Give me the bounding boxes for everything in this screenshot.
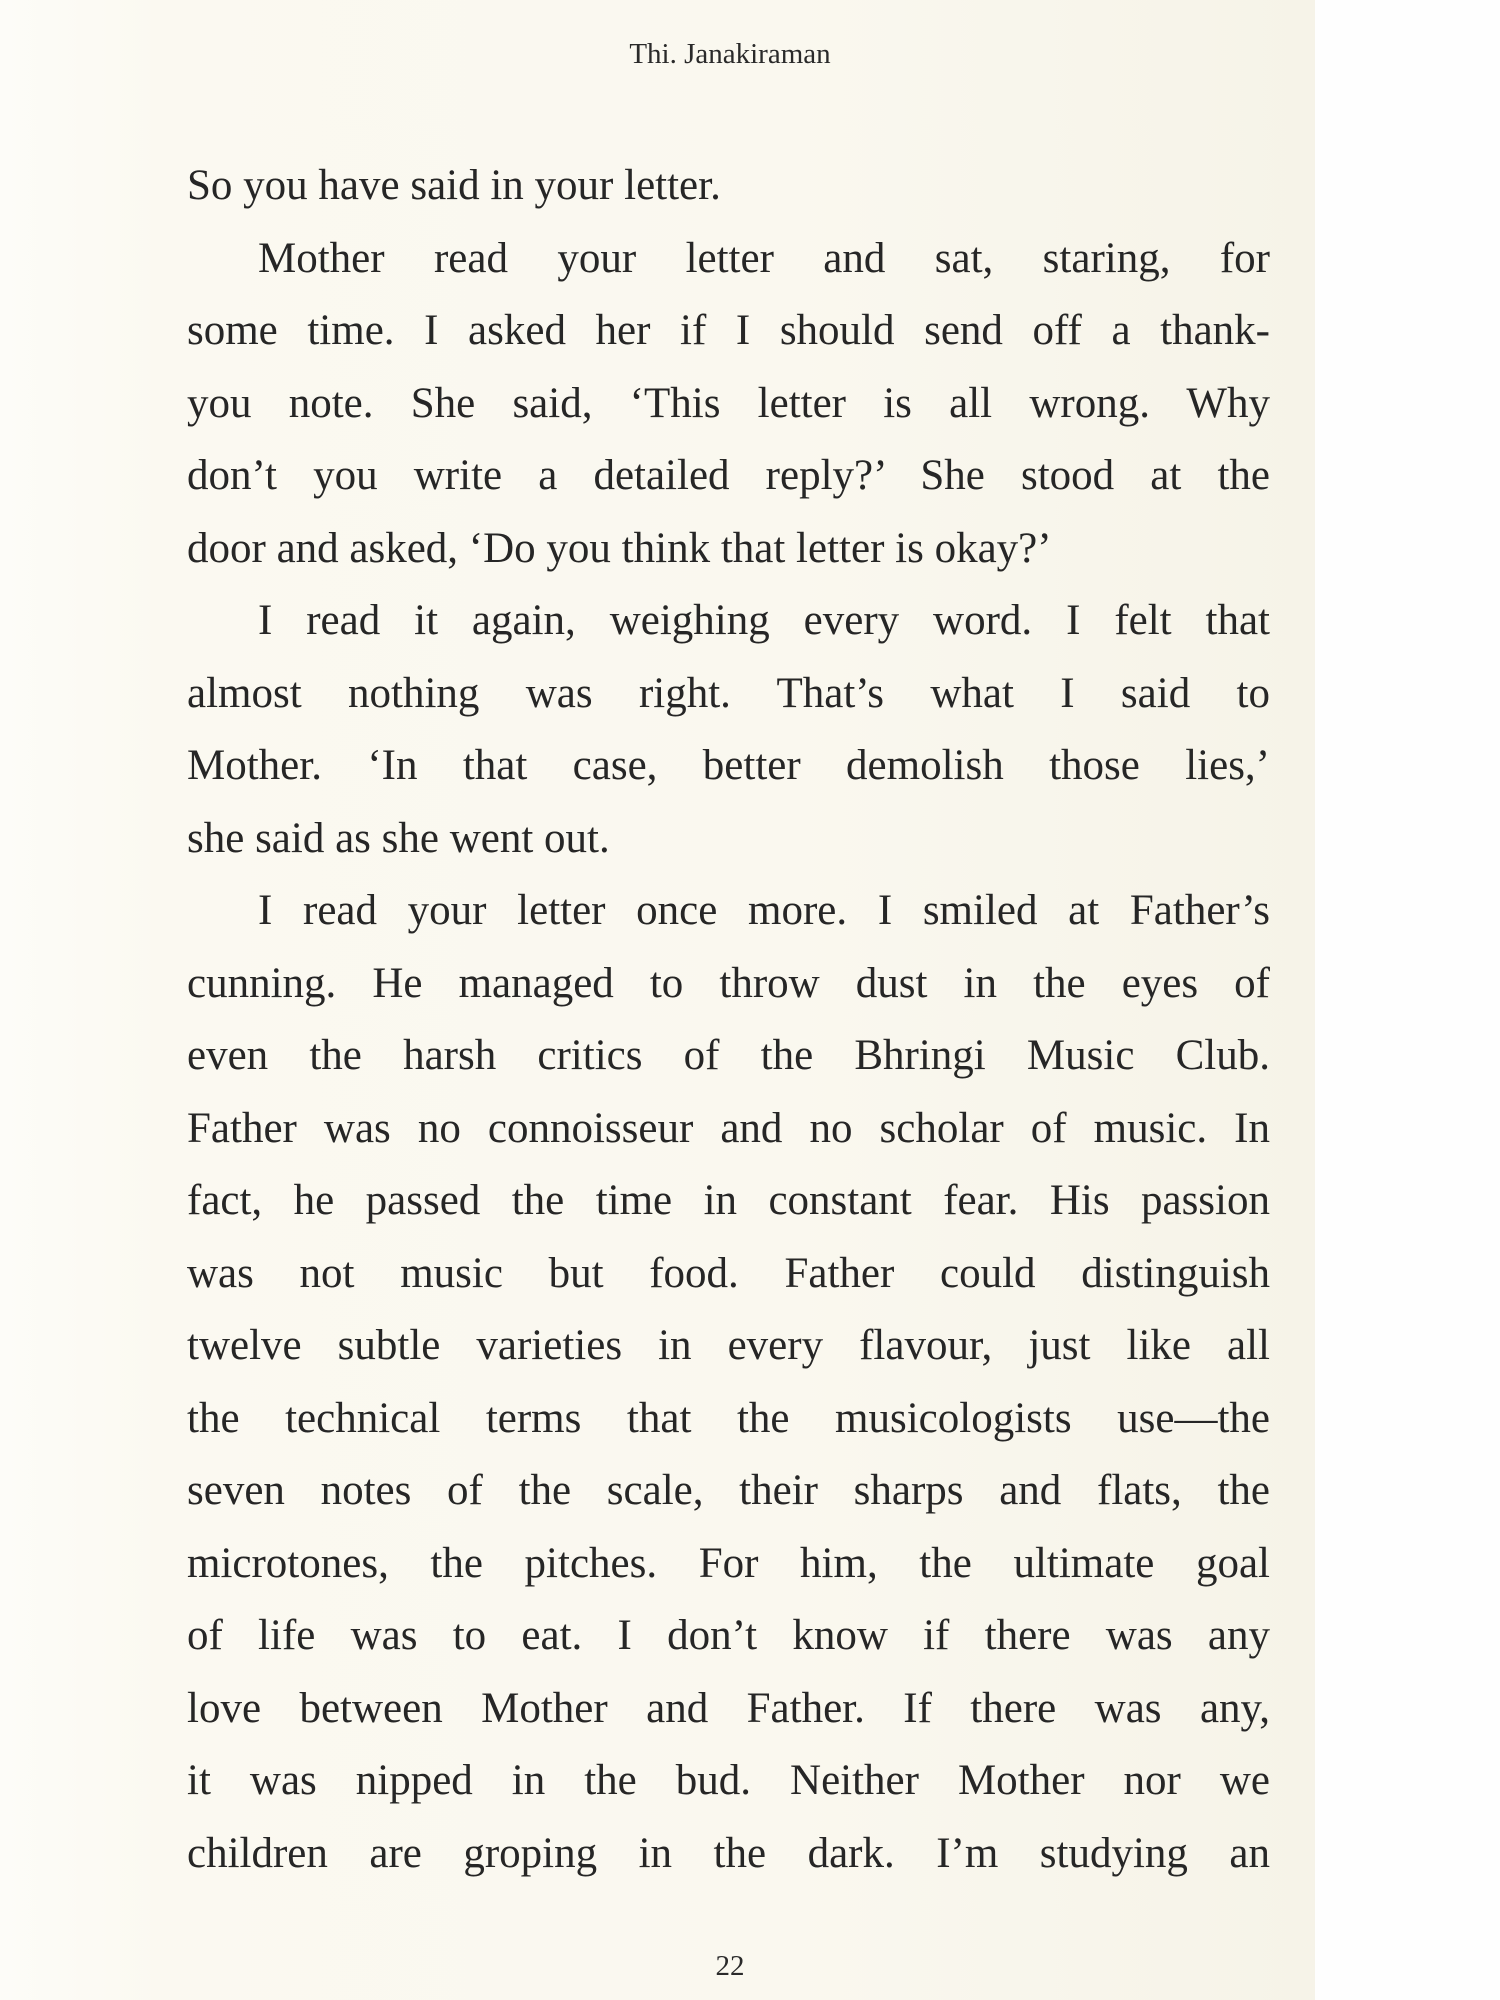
- text-line: I read it again, weighing every word. I felt that: [258, 597, 1270, 644]
- paragraph: [187, 150, 1270, 223]
- text-line: she said as she went out.: [187, 814, 610, 862]
- text-line: love between Mother and Father. If there was any,: [187, 1684, 1270, 1732]
- text-line: seven notes of the scale, their sharps and flats, the: [187, 1467, 1270, 1514]
- paragraph: [187, 585, 1270, 875]
- text-line: of life was to eat. I don’t know if there was any: [187, 1612, 1270, 1659]
- text-line: microtones, the pitches. For him, the ultimate goal: [187, 1539, 1270, 1587]
- text-line: twelve subtle varieties in every flavour, just like all: [187, 1322, 1270, 1369]
- text-line: children are groping in the dark. I’m studying an: [187, 1829, 1270, 1877]
- text-line: door and asked, ‘Do you think that letter is okay?’: [187, 524, 1052, 572]
- text-line: was not music but food. Father could distinguish: [187, 1249, 1270, 1297]
- text-line: So you have said in your letter.: [187, 162, 721, 209]
- text-line: it was nipped in the bud. Neither Mother nor we: [187, 1757, 1270, 1804]
- text-line: the technical terms that the musicologists use—the: [187, 1394, 1270, 1442]
- text-line: cunning. He managed to throw dust in the eyes of: [187, 959, 1270, 1007]
- paragraph: [187, 875, 1270, 1890]
- text-line: Mother. ‘In that case, better demolish those lies,’: [187, 742, 1270, 789]
- text-line: you note. She said, ‘This letter is all wrong. Why: [187, 379, 1270, 427]
- text-line: don’t you write a detailed reply?’ She stood at the: [187, 452, 1270, 499]
- running-head: Thi. Janakiraman: [629, 38, 831, 70]
- text-line: some time. I asked her if I should send off a thank-: [187, 307, 1270, 354]
- text-line: I read your letter once more. I smiled at Father’s: [258, 887, 1270, 934]
- page-edge: [1315, 0, 1500, 2000]
- page-number: 22: [715, 1950, 745, 1982]
- text-line: Mother read your letter and sat, staring, for: [258, 234, 1270, 282]
- paragraph: [187, 223, 1270, 586]
- text-line: almost nothing was right. That’s what I said to: [187, 669, 1270, 717]
- text-line: fact, he passed the time in constant fear. His passion: [187, 1177, 1270, 1224]
- text-line: Father was no connoisseur and no scholar of music. In: [187, 1104, 1270, 1152]
- text-line: even the harsh critics of the Bhringi Music Club.: [187, 1032, 1270, 1079]
- body-text: [187, 150, 1270, 1890]
